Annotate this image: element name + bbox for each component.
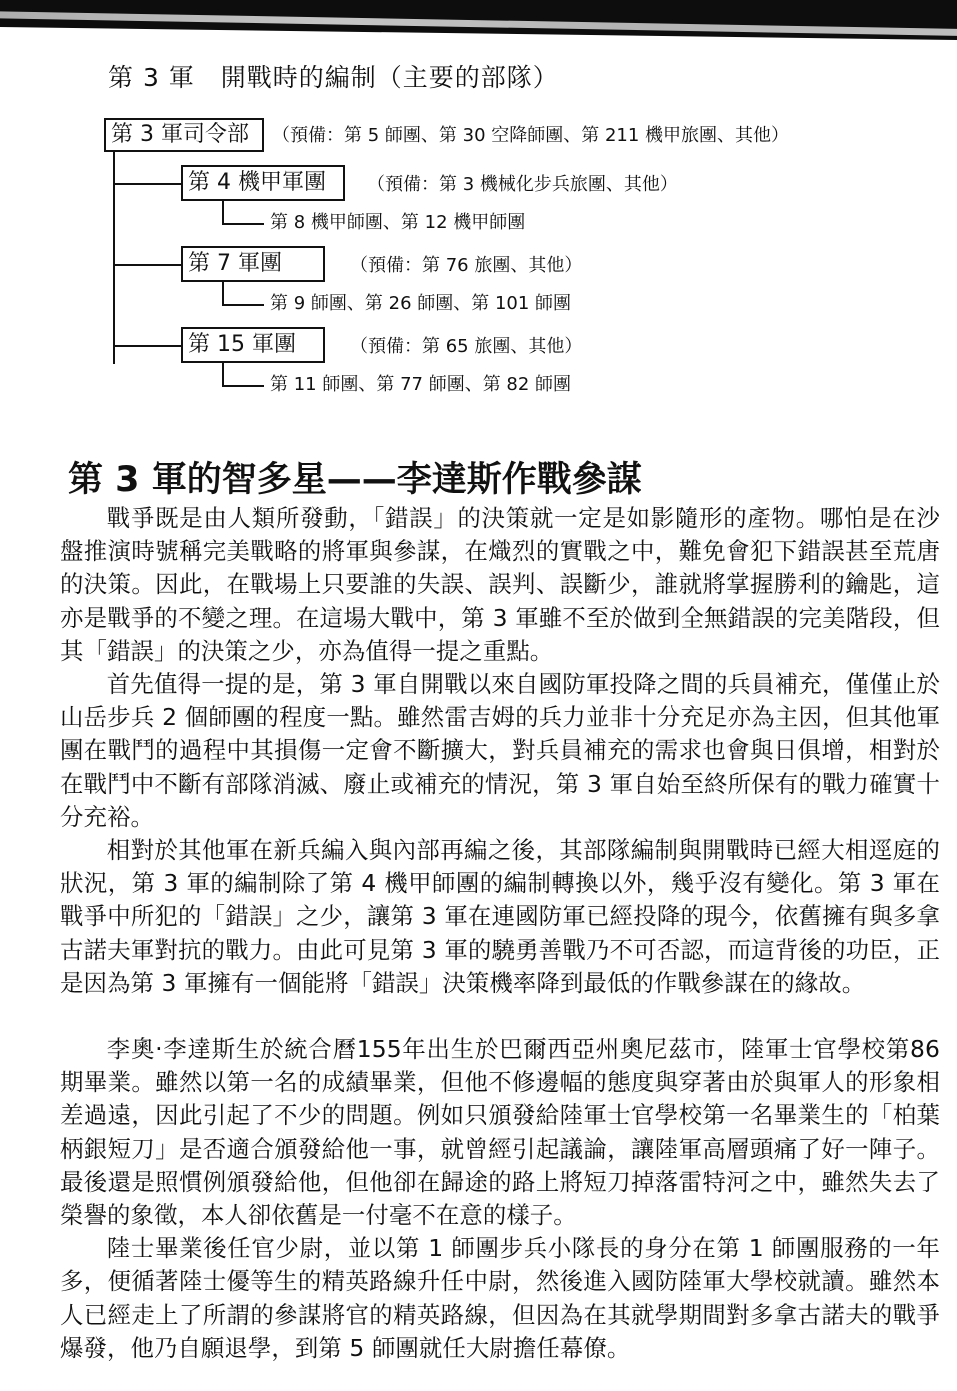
org-connector-leaf-7th (222, 304, 264, 306)
article-paragraph: 相對於其他軍在新兵編入與內部再編之後，其部隊編制與開戰時已經大相逕庭的狀況，第 3 軍的編制除了第 4 機甲師團的編制轉換以外，幾乎沒有變化。第 3 軍在戰爭中所犯的「錯誤」之少，讓第 3 軍在連國防軍已經投降的現今，依舊擁有與多拿古諾夫軍對抗的戰力。由此可見第 3 軍的驍勇善戰乃不可否認，而這背後的功臣，正是因為第 3 軍擁有一個能將「錯誤」決策機率降到最低的作戰參謀在的緣故。 (60, 836, 940, 997)
org-connector-drop-7th (222, 282, 224, 306)
article-heading: 第 3 軍的智多星——李達斯作戰參謀 (68, 460, 642, 500)
scan-edge-band (0, 0, 957, 40)
org-leaf-text-4th: 第 8 機甲師團、第 12 機甲師團 (270, 212, 526, 233)
scan-page-wedge (0, 27, 957, 40)
org-connector-branch-15th (113, 345, 181, 347)
org-leaf-text-7th: 第 9 師團、第 26 師團、第 101 師團 (270, 293, 572, 314)
org-chart (0, 118, 957, 438)
org-connector-drop-4th (222, 201, 224, 225)
org-connector-drop-15th (222, 363, 224, 387)
article-body (60, 502, 940, 1365)
org-node-box-7th-corps: 第 7 軍團 (181, 246, 325, 282)
org-node-note-15th-corps: （預備：第 65 旅團、其他） (350, 336, 583, 357)
org-connector-branch-4th (113, 183, 181, 185)
org-node-box-4th-armored-corps: 第 4 機甲軍團 (181, 165, 345, 201)
article-paragraph: 李奧‧李達斯生於統合曆155年出生於巴爾西亞州奧尼茲市，陸軍士官學校第86期畢業。雖然以第一名的成績畢業，但他不修邊幅的態度與穿著由於與軍人的形象相差過遠，因此引起了不少的問題。例如只頒發給陸軍士官學校第一名畢業生的「柏葉柄銀短刀」是否適合頒發給他一事，就曾經引起議論，讓陸軍高層頭痛了好一陣子。最後還是照慣例頒發給他，但他卻在歸途的路上將短刀掉落雷特河之中，雖然失去了榮譽的象徵，本人卻依舊是一付毫不在意的樣子。 (60, 1035, 940, 1230)
article-paragraph: 陸士畢業後任官少尉，並以第 1 師團步兵小隊長的身分在第 1 師團服務的一年多，便循著陸士優等生的精英路線升任中尉，然後進入國防陸軍大學校就讀。雖然本人已經走上了所謂的參謀將官的精英路線，但因為在其就學期間對多拿古諾夫的戰爭爆發，他乃自願退學，到第 5 師團就任大尉擔任幕僚。 (60, 1234, 940, 1362)
org-node-box-15th-corps: 第 15 軍團 (181, 327, 325, 363)
org-node-box-hq: 第 3 軍司令部 (104, 118, 264, 152)
org-connector-branch-7th (113, 264, 181, 266)
org-connector-leaf-4th (222, 223, 264, 225)
article-paragraph: 首先值得一提的是，第 3 軍自開戰以來自國防軍投降之間的兵員補充，僅僅止於山岳步兵 2 個師團的程度一點。雖然雷吉姆的兵力並非十分充足亦為主因，但其他軍團在戰鬥的過程中其損傷一定會不斷擴大，對兵員補充的需求也會與日俱增，相對於在戰鬥中不斷有部隊消滅、廢止或補充的情況，第 3 軍自始至終所保有的戰力確實十分充裕。 (60, 670, 940, 831)
org-chart-title: 第 3 軍 開戰時的編制（主要的部隊） (108, 63, 559, 92)
article-paragraph: 戰爭既是由人類所發動，「錯誤」的決策就一定是如影隨形的產物。哪怕是在沙盤推演時號稱完美戰略的將軍與參謀，在熾烈的實戰之中，難免會犯下錯誤甚至荒唐的決策。因此，在戰場上只要誰的失誤、誤判、誤斷少，誰就將掌握勝利的鑰匙，這亦是戰爭的不變之理。在這場大戰中，第 3 軍雖不至於做到全無錯誤的完美階段，但其「錯誤」的決策之少，亦為值得一提之重點。 (60, 504, 940, 665)
org-connector-leaf-15th (222, 385, 264, 387)
org-node-note-7th-corps: （預備：第 76 旅團、其他） (350, 255, 583, 276)
org-node-note-4th-armored-corps: （預備：第 3 機械化步兵旅團、其他） (367, 174, 678, 195)
org-leaf-text-15th: 第 11 師團、第 77 師團、第 82 師團 (270, 374, 572, 395)
org-node-note-hq: （預備：第 5 師團、第 30 空降師團、第 211 機甲旅團、其他） (272, 125, 790, 146)
